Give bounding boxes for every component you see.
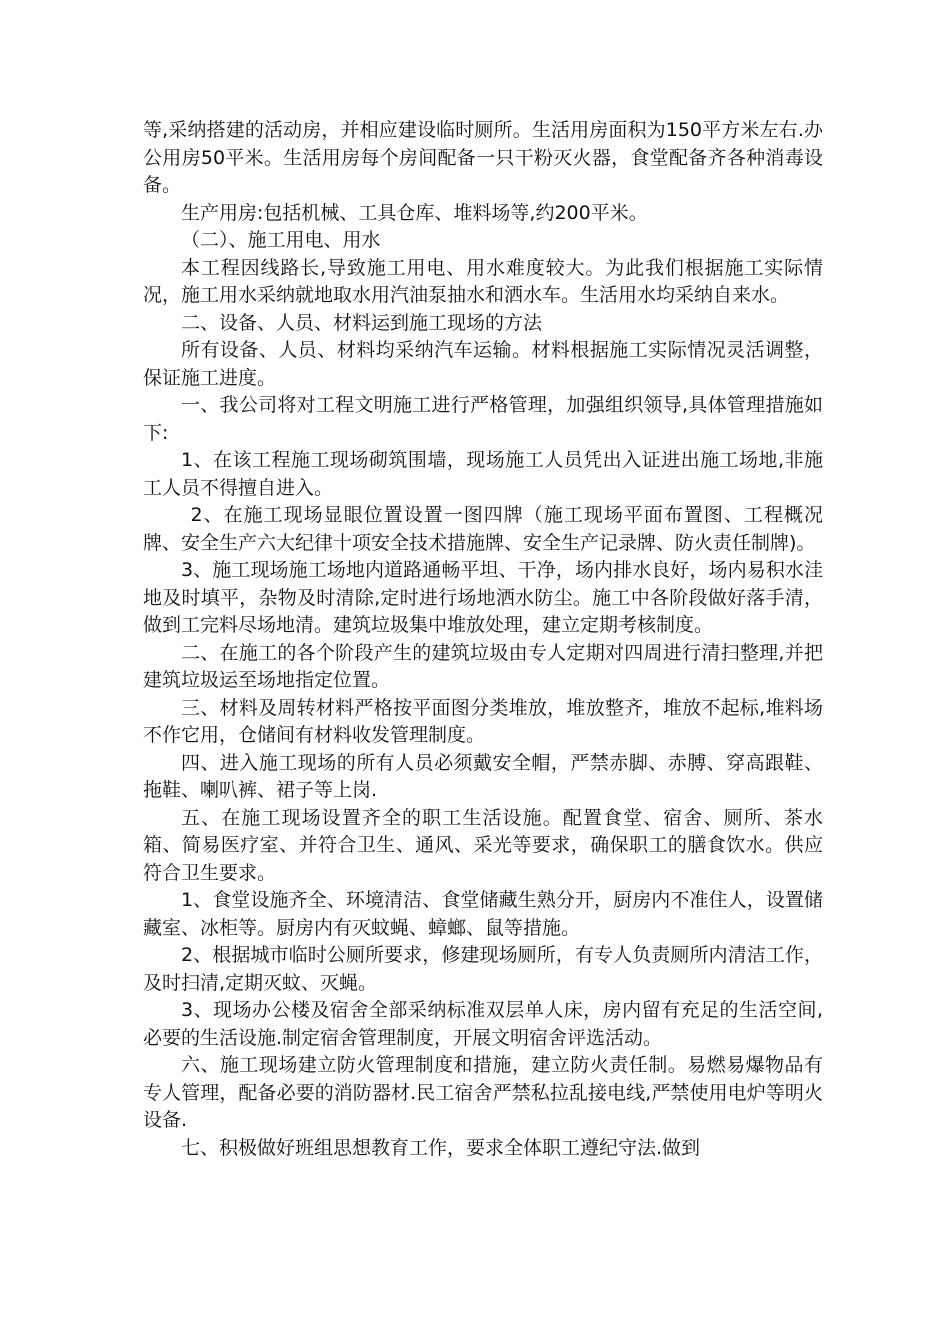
paragraph: 七、积极做好班组思想教育工作，要求全体职工遵纪守法.做到	[181, 1136, 701, 1159]
paragraph: 六、施工现场建立防火管理制度和措施，建立防火责任制。易燃易爆物品有专人管理，配备必要的消防器材.民工宿舍严禁私拉乱接电线,严禁使用电炉等明火设备.	[143, 1054, 823, 1131]
document-body	[143, 117, 823, 1162]
paragraph: 四、进入施工现场的所有人员必须戴安全帽，严禁赤脚、赤膊、穿高跟鞋、拖鞋、喇叭裤、裙子等上岗.	[143, 751, 823, 801]
section-heading: （二）、施工用电、用水	[181, 229, 381, 251]
list-item: 2、根据城市临时公厕所要求，修建现场厕所，有专人负责厕所内清洁工作，及时扫清,定期灭蚊、灭蝇。	[143, 944, 823, 994]
paragraph: 三、材料及周转材料严格按平面图分类堆放，堆放整齐，堆放不起标,堆料场不作它用，仓储间有材料收发管理制度。	[143, 696, 823, 746]
list-item: 2、在施工现场显眼位置设置一图四牌（施工现场平面布置图、工程概况牌、安全生产六大纪律十项安全技术措施牌、安全生产记录牌、防火责任制牌)。	[143, 504, 823, 554]
paragraph: 生产用房:包括机械、工具仓库、堆料场等,约200平米。	[181, 201, 648, 224]
paragraph: 本工程因线路长,导致施工用电、用水难度较大。为此我们根据施工实际情况，施工用水采纳就地取水用汽油泵抽水和洒水车。生活用水均采纳自来水。	[143, 256, 823, 306]
paragraph: 一、我公司将对工程文明施工进行严格管理，加强组织领导,具体管理措施如下:	[143, 394, 823, 444]
paragraph: 五、在施工现场设置齐全的职工生活设施。配置食堂、宿舍、厕所、茶水箱、简易医疗室、并符合卫生、通风、采光等要求，确保职工的膳食饮水。供应符合卫生要求。	[143, 806, 823, 884]
list-item: 1、食堂设施齐全、环境清洁、食堂储藏生熟分开，厨房内不准住人，设置储藏室、冰柜等。厨房内有灭蚊蝇、蟑螂、鼠等措施。	[143, 889, 823, 939]
paragraph: 等,采纳搭建的活动房，并相应建设临时厕所。生活用房面积为150平方米左右.办公用房50平米。生活用房每个房间配备一只干粉灭火器，食堂配备齐各种消毒设备。	[143, 119, 823, 196]
section-heading: 二、设备、人员、材料运到施工现场的方法	[181, 311, 543, 334]
list-item: 3、现场办公楼及宿舍全部采纳标准双层单人床，房内留有充足的生活空间,必要的生活设施.制定宿舍管理制度，开展文明宿舍评选活动。	[143, 999, 823, 1049]
paragraph: 所有设备、人员、材料均采纳汽车运输。材料根据施工实际情况灵活调整，保证施工进度。	[143, 339, 823, 389]
list-item: 3、施工现场施工场地内道路通畅平坦、干净，场内排水良好，场内易积水洼地及时填平，杂物及时清除,定时进行场地洒水防尘。施工中各阶段做好落手清，做到工完料尽场地清。建筑垃圾集中堆放处理，建立定期考核制度。	[143, 559, 823, 636]
list-item: 1、在该工程施工现场砌筑围墙，现场施工人员凭出入证进出施工场地,非施工人员不得擅自进入。	[143, 449, 823, 499]
paragraph: 二、在施工的各个阶段产生的建筑垃圾由专人定期对四周进行清扫整理,并把建筑垃圾运至场地指定位置。	[143, 641, 823, 691]
